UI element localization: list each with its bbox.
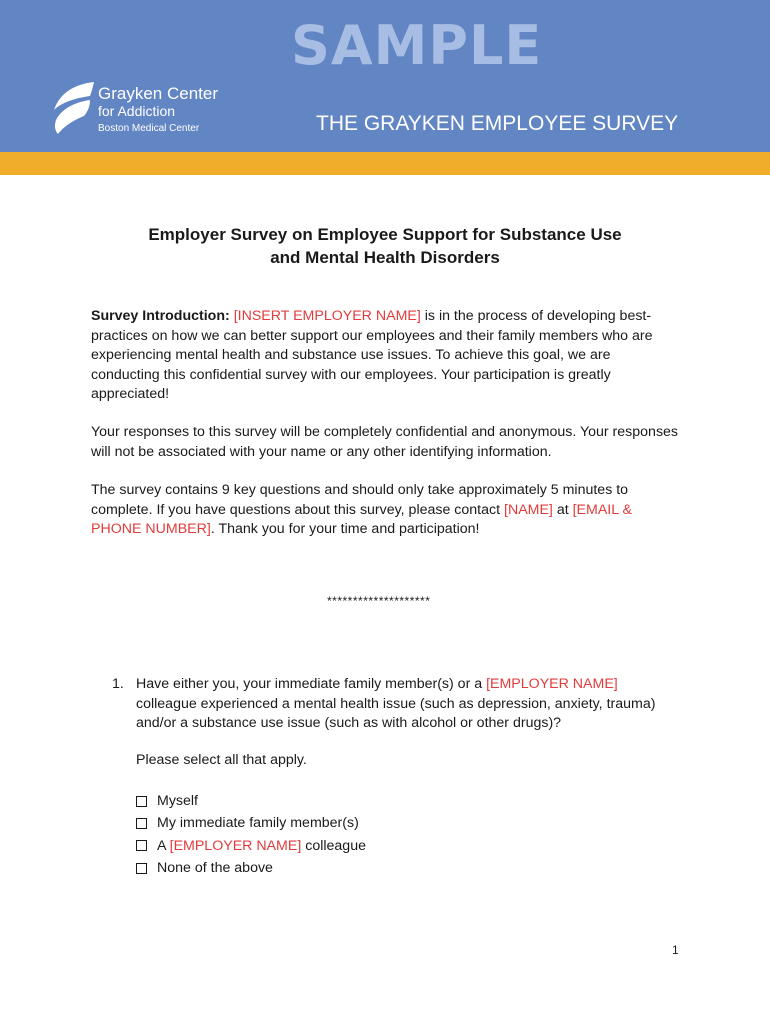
checkbox-icon[interactable]: [136, 818, 147, 829]
checkbox-icon[interactable]: [136, 863, 147, 874]
question-1-text: [136, 675, 676, 734]
option-none-label: None of the above: [157, 860, 273, 877]
header-stripe: [0, 152, 770, 175]
title-line-1: Employer Survey on Employee Support for Substance Use: [148, 225, 622, 244]
page-number: 1: [672, 943, 679, 957]
option-myself[interactable]: [136, 790, 366, 812]
option-colleague[interactable]: [136, 835, 366, 857]
intro-label: Survey Introduction:: [91, 308, 230, 324]
contact-paragraph: [91, 481, 681, 540]
leaf-logo-icon: [50, 80, 96, 136]
contact-text-1: The survey contains 9 key questions and should only take approximately 5 minutes to complete. If you have questions about this survey, please contact: [91, 482, 629, 518]
question-1-instruction: Please select all that apply.: [136, 752, 307, 768]
contact-email-placeholder: [EMAIL & PHONE NUMBER]: [91, 501, 632, 537]
logo-line-3: Boston Medical Center: [98, 123, 200, 134]
question-1-text-1: Have either you, your immediate family member(s) or a: [136, 676, 487, 692]
option-myself-label: Myself: [157, 793, 198, 810]
option-family-member[interactable]: [136, 812, 366, 834]
contact-text-3: . Thank you for your time and participation!: [210, 521, 480, 537]
option-colleague-suffix: colleague: [301, 837, 366, 854]
document-title: [90, 223, 680, 269]
survey-title: THE GRAYKEN EMPLOYEE SURVEY: [316, 112, 679, 135]
contact-text-2: at: [552, 501, 573, 518]
logo-line-2: for Addiction: [98, 103, 176, 119]
option-family-member-label: My immediate family member(s): [157, 815, 359, 832]
question-1-employer-placeholder: [EMPLOYER NAME]: [486, 676, 618, 692]
question-1-number: 1.: [112, 676, 124, 692]
confidentiality-paragraph: Your responses to this survey will be completely confidential and anonymous. Your responses will not be associated with your name or any other identifying information.: [91, 424, 679, 460]
employer-name-placeholder: [INSERT EMPLOYER NAME]: [233, 308, 421, 324]
option-colleague-prefix: A: [157, 837, 170, 854]
section-separator: ********************: [327, 594, 431, 608]
logo-line-1: Grayken Center: [98, 84, 218, 103]
checkbox-icon[interactable]: [136, 840, 147, 851]
option-colleague-placeholder: [EMPLOYER NAME]: [169, 837, 302, 854]
intro-paragraph: [91, 307, 681, 405]
option-none[interactable]: [136, 857, 366, 879]
question-1-options: [136, 790, 366, 879]
contact-name-placeholder: [NAME]: [504, 501, 553, 518]
logo-wordmark: [98, 85, 218, 137]
title-line-2: and Mental Health Disorders: [270, 248, 500, 267]
intro-text: is in the process of developing best-practices on how we can better support our employees and their family members who are experiencing mental health and substance use issues. To achieve this goal, we are conducting this confidential survey with our employees. Your participation is greatly appreciated!: [91, 308, 653, 402]
checkbox-icon[interactable]: [136, 796, 147, 807]
question-1-text-2: colleague experienced a mental health issue (such as depression, anxiety, trauma) and/or a substance use issue (such as with alcohol or other drugs)?: [136, 695, 656, 731]
sample-watermark: SAMPLE: [291, 14, 543, 77]
